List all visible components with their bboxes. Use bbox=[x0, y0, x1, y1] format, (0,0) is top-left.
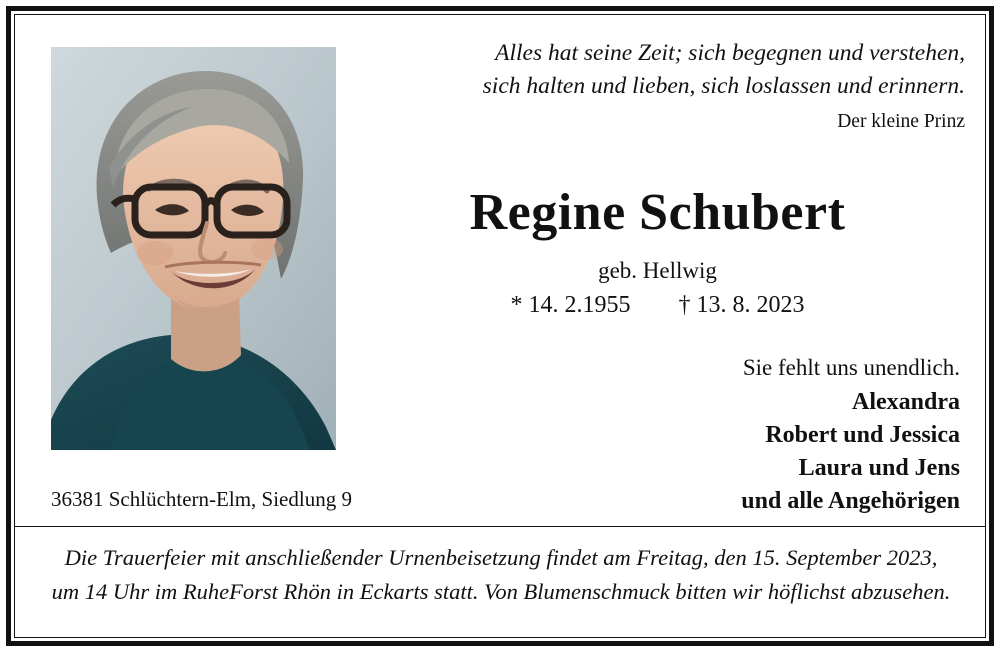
notice-content bbox=[15, 15, 985, 637]
list-item: Alexandra bbox=[852, 389, 960, 415]
funeral-details bbox=[41, 541, 961, 609]
deceased-name: Regine Schubert bbox=[469, 184, 846, 241]
life-dates bbox=[345, 292, 970, 319]
list-item: Laura und Jens bbox=[798, 455, 960, 482]
quote-line-2: sich halten und lieben, sich loslassen und erinnern. bbox=[482, 73, 965, 100]
address-line: 36381 Schlüchtern-Elm, Siedlung 9 bbox=[51, 487, 352, 511]
list-item: Robert und Jessica bbox=[765, 422, 960, 449]
maiden-name: geb. Hellwig bbox=[598, 258, 717, 283]
funeral-details-line-1: Die Trauerfeier mit anschließender Urnenbeisetzung findet am Freitag, den 15. September 2023, bbox=[64, 545, 938, 570]
list-item: und alle Angehörigen bbox=[741, 488, 960, 515]
funeral-details-line-2: um 14 Uhr im RuheForst Rhön in Eckarts statt. Von Blumenschmuck bitten wir höflichst abzusehen. bbox=[51, 578, 951, 604]
quote-line-1: Alles hat seine Zeit; sich begegnen und verstehen, bbox=[495, 40, 965, 66]
memorial-quote bbox=[445, 37, 965, 104]
death-date: † 13. 8. 2023 bbox=[678, 292, 805, 318]
birth-date: * 14. 2.1955 bbox=[510, 292, 631, 318]
mourning-lead-text: Sie fehlt uns unendlich. bbox=[742, 355, 960, 380]
horizontal-divider bbox=[15, 526, 985, 527]
mourners-list bbox=[415, 386, 960, 518]
portrait-photo bbox=[51, 47, 336, 450]
quote-source: Der kleine Prinz bbox=[837, 111, 965, 132]
